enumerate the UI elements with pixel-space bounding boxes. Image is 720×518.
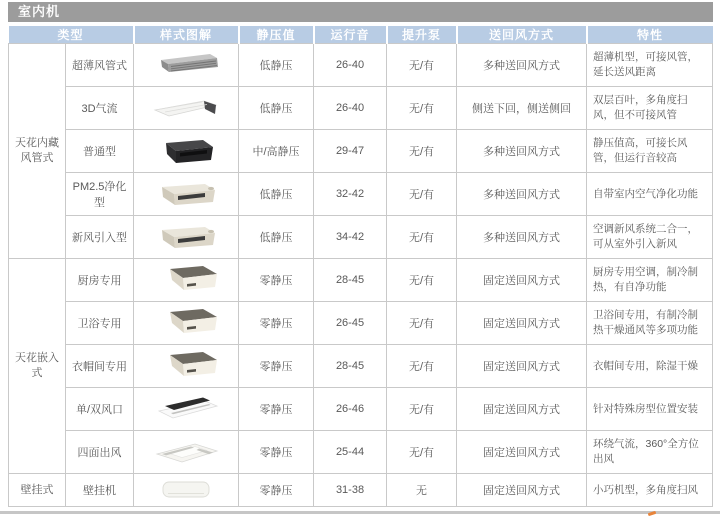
type-cell: 卫浴专用 (66, 302, 134, 345)
noise-cell: 26-40 (314, 44, 387, 87)
table-row (9, 173, 713, 216)
category-cell: 天花内藏风管式 (9, 44, 66, 259)
pump-cell: 无/有 (387, 130, 457, 173)
table-row (9, 216, 713, 259)
product-image-cell (134, 302, 239, 345)
noise-cell: 32-42 (314, 173, 387, 216)
table-row (9, 87, 713, 130)
product-image-duct-slim-white-icon (147, 89, 225, 127)
type-cell: PM2.5净化型 (66, 173, 134, 216)
airflow-cell: 固定送回风方式 (457, 259, 587, 302)
features-cell: 空调新风系统二合一，可从室外引入新风 (587, 216, 713, 259)
features-cell: 超薄机型，可接风管，延长送风距离 (587, 44, 713, 87)
noise-cell: 31-38 (314, 474, 387, 507)
bottom-divider (0, 511, 720, 514)
type-cell: 新风引入型 (66, 216, 134, 259)
features-cell: 针对特殊房型位置安装 (587, 388, 713, 431)
table-row (9, 302, 713, 345)
table-row (9, 431, 713, 474)
orange-accent-mark (648, 511, 657, 516)
product-image-cell (134, 216, 239, 259)
product-image-cell (134, 345, 239, 388)
product-image-duct-slim-gray-icon (147, 46, 225, 84)
product-image-cell (134, 173, 239, 216)
static-pressure-cell: 零静压 (239, 388, 314, 431)
header-row (9, 26, 713, 44)
column-header: 特性 (587, 26, 713, 44)
static-pressure-cell: 低静压 (239, 44, 314, 87)
airflow-cell: 侧送下回，侧送侧回 (457, 87, 587, 130)
static-pressure-cell: 低静压 (239, 87, 314, 130)
features-cell: 静压值高，可接长风管，但运行音较高 (587, 130, 713, 173)
product-image-cell (134, 431, 239, 474)
airflow-cell: 多种送回风方式 (457, 130, 587, 173)
airflow-cell: 固定送回风方式 (457, 388, 587, 431)
type-cell: 衣帽间专用 (66, 345, 134, 388)
product-image-cell (134, 259, 239, 302)
type-cell: 普通型 (66, 130, 134, 173)
product-image-cell (134, 474, 239, 507)
noise-cell: 26-46 (314, 388, 387, 431)
table-body (9, 44, 713, 507)
airflow-cell: 固定送回风方式 (457, 431, 587, 474)
product-image-cassette-oneway-icon (147, 390, 225, 428)
static-pressure-cell: 零静压 (239, 431, 314, 474)
column-header: 类型 (9, 26, 134, 44)
features-cell: 自带室内空气净化功能 (587, 173, 713, 216)
noise-cell: 29-47 (314, 130, 387, 173)
pump-cell: 无/有 (387, 345, 457, 388)
airflow-cell: 固定送回风方式 (457, 474, 587, 507)
airflow-cell: 多种送回风方式 (457, 216, 587, 259)
features-cell: 卫浴间专用，有制冷制热干燥通风等多项功能 (587, 302, 713, 345)
type-cell: 超薄风管式 (66, 44, 134, 87)
product-image-cell (134, 388, 239, 431)
pump-cell: 无/有 (387, 44, 457, 87)
pump-cell: 无/有 (387, 87, 457, 130)
product-image-cassette-compact-icon (147, 304, 225, 342)
pump-cell: 无/有 (387, 388, 457, 431)
product-image-cell (134, 44, 239, 87)
airflow-cell: 多种送回风方式 (457, 44, 587, 87)
product-image-wall-mounted-icon (147, 475, 225, 505)
table-row (9, 130, 713, 173)
table-row (9, 259, 713, 302)
product-image-duct-black-icon (147, 132, 225, 170)
noise-cell: 34-42 (314, 216, 387, 259)
table-header (9, 26, 713, 44)
features-cell: 小巧机型，多角度扫风 (587, 474, 713, 507)
pump-cell: 无/有 (387, 173, 457, 216)
noise-cell: 25-44 (314, 431, 387, 474)
static-pressure-cell: 零静压 (239, 259, 314, 302)
column-header: 静压值 (239, 26, 314, 44)
noise-cell: 28-45 (314, 345, 387, 388)
airflow-cell: 固定送回风方式 (457, 302, 587, 345)
noise-cell: 26-45 (314, 302, 387, 345)
static-pressure-cell: 零静压 (239, 345, 314, 388)
type-cell: 厨房专用 (66, 259, 134, 302)
page-title: 室内机 (8, 2, 713, 22)
features-cell: 衣帽间专用，除湿干燥 (587, 345, 713, 388)
static-pressure-cell: 低静压 (239, 173, 314, 216)
pump-cell: 无/有 (387, 431, 457, 474)
airflow-cell: 多种送回风方式 (457, 173, 587, 216)
table-row (9, 474, 713, 507)
pump-cell: 无/有 (387, 259, 457, 302)
static-pressure-cell: 低静压 (239, 216, 314, 259)
features-cell: 厨房专用空调，制冷制热，有自净功能 (587, 259, 713, 302)
type-cell: 壁挂机 (66, 474, 134, 507)
product-image-cassette-compact-icon (147, 261, 225, 299)
type-cell: 单/双风口 (66, 388, 134, 431)
category-cell: 天花嵌入式 (9, 259, 66, 474)
type-cell: 3D气流 (66, 87, 134, 130)
product-image-cell (134, 130, 239, 173)
noise-cell: 28-45 (314, 259, 387, 302)
product-image-duct-beige-icon (147, 175, 225, 213)
spec-table (8, 26, 713, 507)
table-row (9, 345, 713, 388)
column-header: 样式图解 (134, 26, 239, 44)
static-pressure-cell: 中/高静压 (239, 130, 314, 173)
column-header: 提升泵 (387, 26, 457, 44)
features-cell: 双层百叶，多角度扫风，但不可接风管 (587, 87, 713, 130)
column-header: 运行音 (314, 26, 387, 44)
product-image-duct-beige-icon (147, 218, 225, 256)
pump-cell: 无/有 (387, 302, 457, 345)
table-row (9, 44, 713, 87)
noise-cell: 26-40 (314, 87, 387, 130)
type-cell: 四面出风 (66, 431, 134, 474)
pump-cell: 无 (387, 474, 457, 507)
product-image-cell (134, 87, 239, 130)
static-pressure-cell: 零静压 (239, 474, 314, 507)
column-header: 送回风方式 (457, 26, 587, 44)
airflow-cell: 固定送回风方式 (457, 345, 587, 388)
category-cell: 壁挂式 (9, 474, 66, 507)
table-row (9, 388, 713, 431)
product-image-cassette-compact-icon (147, 347, 225, 385)
product-image-cassette-fourway-icon (147, 433, 225, 471)
pump-cell: 无/有 (387, 216, 457, 259)
static-pressure-cell: 零静压 (239, 302, 314, 345)
features-cell: 环绕气流，360°全方位出风 (587, 431, 713, 474)
